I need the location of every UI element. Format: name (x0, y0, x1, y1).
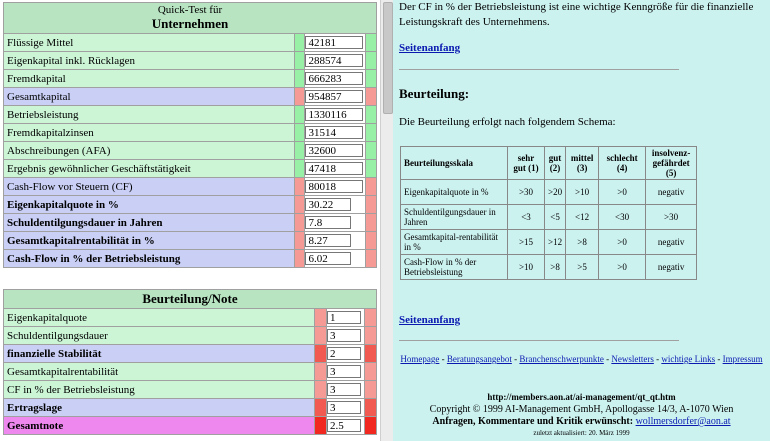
quick-test-title-top: Quick-Test für (157, 4, 223, 16)
kpi-row (4, 214, 376, 231)
status-indicator (295, 88, 305, 105)
link-separator: - (653, 354, 662, 364)
grade-cell (327, 381, 364, 398)
status-indicator (295, 124, 305, 141)
row-label: Eigenkapital inkl. Rücklagen (4, 52, 294, 69)
schema-cell: <12 (566, 205, 598, 229)
grade-label: Gesamtnote (4, 417, 314, 434)
grade-label: Eigenkapitalquote (4, 309, 314, 326)
kpi-row (4, 196, 376, 213)
schema-cell: >12 (545, 230, 565, 254)
value-input[interactable] (305, 108, 363, 121)
grade-output[interactable] (327, 365, 361, 378)
status-indicator (295, 196, 305, 213)
status-indicator (366, 106, 376, 123)
footer-link[interactable]: Homepage (400, 354, 440, 364)
grade-label: finanzielle Stabilität (4, 345, 314, 362)
status-indicator (365, 417, 376, 434)
row-label: Gesamtkapital (4, 88, 294, 105)
grade-output[interactable] (327, 419, 361, 432)
contact-label: Anfragen, Kommentare und Kritik erwünscht: (432, 416, 634, 427)
schema-cell: >10 (566, 180, 598, 204)
grade-label: Schuldentilgungsdauer (4, 327, 314, 344)
status-indicator (295, 178, 305, 195)
beurteilung-table (3, 289, 377, 435)
status-indicator (366, 70, 376, 87)
kpi-value-cell (305, 250, 365, 267)
kpi-label: Eigenkapitalquote in % (4, 196, 294, 213)
value-cell (305, 124, 365, 141)
schema-row-label: Gesamtkapital-rentabilität in % (401, 230, 507, 254)
value-cell (305, 106, 365, 123)
kpi-value-output[interactable] (305, 252, 351, 265)
grade-label: Ertragslage (4, 399, 314, 416)
status-indicator (366, 178, 376, 195)
grade-output[interactable] (327, 311, 361, 324)
grade-cell (327, 327, 364, 344)
footer-link[interactable]: Impressum (722, 354, 763, 364)
grade-row (4, 417, 376, 434)
footer-link[interactable]: Newsletters (611, 354, 654, 364)
schema-text: Die Beurteilung erfolgt nach folgendem Schema: (399, 116, 616, 128)
status-indicator (295, 52, 305, 69)
value-cell (305, 70, 365, 87)
row-label: Cash-Flow vor Steuern (CF) (4, 178, 294, 195)
right-frame (393, 0, 770, 441)
value-input[interactable] (305, 180, 363, 193)
status-indicator (366, 196, 376, 213)
value-input[interactable] (305, 126, 363, 139)
last-updated: zuletzt aktualisiert: 20. März 1999 (533, 429, 630, 437)
value-cell (305, 160, 365, 177)
status-indicator (295, 70, 305, 87)
schema-cell: negativ (646, 180, 696, 204)
status-indicator (365, 309, 376, 326)
kpi-label: Gesamtkapitalrentabilität in % (4, 232, 294, 249)
status-indicator (295, 160, 305, 177)
schema-cell: >30 (508, 180, 544, 204)
status-indicator (315, 399, 326, 416)
grade-cell (327, 345, 364, 362)
row-label: Betriebsleistung (4, 106, 294, 123)
status-indicator (315, 345, 326, 362)
input-row (4, 160, 376, 177)
value-input[interactable] (305, 72, 363, 85)
grade-row (4, 327, 376, 344)
kpi-label: Cash-Flow in % der Betriebsleistung (4, 250, 294, 267)
row-label: Flüssige Mittel (4, 34, 294, 51)
status-indicator (365, 381, 376, 398)
value-cell (305, 52, 365, 69)
value-cell (305, 178, 365, 195)
value-cell (305, 34, 365, 51)
schema-header: schlecht (4) (599, 147, 645, 179)
status-indicator (366, 124, 376, 141)
grade-row (4, 399, 376, 416)
status-indicator (365, 399, 376, 416)
link-separator: - (603, 354, 612, 364)
status-indicator (315, 363, 326, 380)
status-indicator (295, 34, 305, 51)
input-row (4, 178, 376, 195)
link-separator: - (511, 354, 520, 364)
input-row (4, 124, 376, 141)
value-input[interactable] (305, 36, 363, 49)
grade-cell (327, 399, 364, 416)
link-separator: - (715, 354, 723, 364)
row-label: Abschreibungen (AFA) (4, 142, 294, 159)
status-indicator (366, 52, 376, 69)
schema-cell: >10 (508, 255, 544, 279)
frame-scrollbar[interactable] (380, 0, 393, 441)
status-indicator (366, 142, 376, 159)
quick-test-title-main: Unternehmen (151, 16, 229, 31)
contact-line (393, 416, 770, 427)
input-row (4, 106, 376, 123)
value-cell (305, 88, 365, 105)
kpi-row (4, 232, 376, 249)
row-label: Ergebnis gewöhnlicher Geschäftstätigkeit (4, 160, 294, 177)
schema-row (401, 230, 696, 254)
schema-cell: >8 (545, 255, 565, 279)
status-indicator (315, 381, 326, 398)
grade-row (4, 363, 376, 380)
schema-cell: >15 (508, 230, 544, 254)
schema-table (400, 146, 697, 280)
schema-cell: >0 (599, 180, 645, 204)
status-indicator (295, 142, 305, 159)
schema-header: insolvenz-gefährdet (5) (646, 147, 696, 179)
status-indicator (366, 232, 376, 249)
schema-row (401, 255, 696, 279)
grade-output[interactable] (327, 347, 361, 360)
row-label: Fremdkapital (4, 70, 294, 87)
kpi-value-cell (305, 196, 365, 213)
grade-label: CF in % der Betriebsleistung (4, 381, 314, 398)
schema-row-label: Eigenkapitalquote in % (401, 180, 507, 204)
status-indicator (365, 327, 376, 344)
status-indicator (295, 232, 305, 249)
seitenanfang-link-2[interactable]: Seitenanfang (399, 314, 461, 326)
status-indicator (315, 327, 326, 344)
status-indicator (366, 34, 376, 51)
quick-test-table (3, 2, 377, 268)
schema-row (401, 205, 696, 229)
input-row (4, 70, 376, 87)
kpi-value-output[interactable] (305, 234, 351, 247)
value-input[interactable] (305, 144, 363, 157)
input-row (4, 34, 376, 51)
kpi-row (4, 250, 376, 267)
input-row (4, 142, 376, 159)
status-indicator (315, 309, 326, 326)
grade-output[interactable] (327, 329, 361, 342)
grade-row (4, 345, 376, 362)
kpi-label: Schuldentilgungsdauer in Jahren (4, 214, 294, 231)
cf-intro-text: Der CF in % der Betriebsleistung ist eine wichtige Kenngröße für die finanzielle Leistungskraft des Unternehmens. (399, 1, 754, 28)
value-cell (305, 142, 365, 159)
schema-cell: >8 (566, 230, 598, 254)
status-indicator (315, 417, 326, 434)
grade-label: Gesamtkapitalrentabilität (4, 363, 314, 380)
beurteilung-title: Beurteilung/Note (4, 290, 376, 308)
status-indicator (366, 88, 376, 105)
status-indicator (295, 250, 305, 267)
grade-output[interactable] (327, 383, 361, 396)
quick-test-header (4, 3, 376, 33)
beurteilung-heading: Beurteilung: (399, 86, 470, 101)
footer-link[interactable]: Beratungsangebot (446, 354, 512, 364)
footer-link[interactable]: wichtige Links (661, 354, 716, 364)
status-indicator (365, 345, 376, 362)
value-input[interactable] (305, 162, 363, 175)
link-separator: - (439, 354, 447, 364)
schema-cell: >20 (545, 180, 565, 204)
seitenanfang-link-1[interactable]: Seitenanfang (399, 42, 461, 54)
kpi-value-cell (305, 232, 365, 249)
copyright: Copyright © 1999 AI-Management GmbH, Apollogasse 14/3, A-1070 Wien (429, 404, 734, 415)
status-indicator (365, 363, 376, 380)
footer-links (393, 353, 770, 366)
row-label: Fremdkapitalzinsen (4, 124, 294, 141)
contact-email-link[interactable]: wollmersdorfer@aon.at (635, 416, 731, 427)
schema-cell: >30 (646, 205, 696, 229)
schema-header: sehr gut (1) (508, 147, 544, 179)
footer-link[interactable]: Branchenschwerpunkte (519, 354, 604, 364)
grade-row (4, 381, 376, 398)
schema-cell: >5 (566, 255, 598, 279)
status-indicator (295, 214, 305, 231)
schema-header: gut (2) (545, 147, 565, 179)
grade-row (4, 309, 376, 326)
grade-cell (327, 417, 364, 434)
left-frame (0, 0, 380, 441)
grade-cell (327, 363, 364, 380)
value-input[interactable] (305, 90, 363, 103)
kpi-value-output[interactable] (305, 198, 351, 211)
input-row (4, 52, 376, 69)
schema-header: mittel (3) (566, 147, 598, 179)
status-indicator (366, 160, 376, 177)
schema-cell: <3 (508, 205, 544, 229)
status-indicator (295, 106, 305, 123)
schema-cell: negativ (646, 230, 696, 254)
status-indicator (366, 250, 376, 267)
schema-cell: negativ (646, 255, 696, 279)
input-row (4, 88, 376, 105)
scrollbar-thumb[interactable] (383, 2, 393, 114)
schema-cell: >0 (599, 255, 645, 279)
kpi-value-output[interactable] (305, 216, 351, 229)
schema-cell: <5 (545, 205, 565, 229)
grade-output[interactable] (327, 401, 361, 414)
page-url: http://members.aon.at/ai-management/qt_qt.htm (487, 392, 676, 402)
schema-row-label: Cash-Flow in % der Betriebsleistung (401, 255, 507, 279)
value-input[interactable] (305, 54, 363, 67)
schema-header: Beurteilungsskala (401, 147, 507, 179)
status-indicator (366, 214, 376, 231)
schema-row-label: Schuldentilgungsdauer in Jahren (401, 205, 507, 229)
schema-cell: <30 (599, 205, 645, 229)
divider (399, 340, 679, 341)
kpi-value-cell (305, 214, 365, 231)
divider (399, 69, 679, 70)
schema-row (401, 180, 696, 204)
schema-cell: >0 (599, 230, 645, 254)
grade-cell (327, 309, 364, 326)
